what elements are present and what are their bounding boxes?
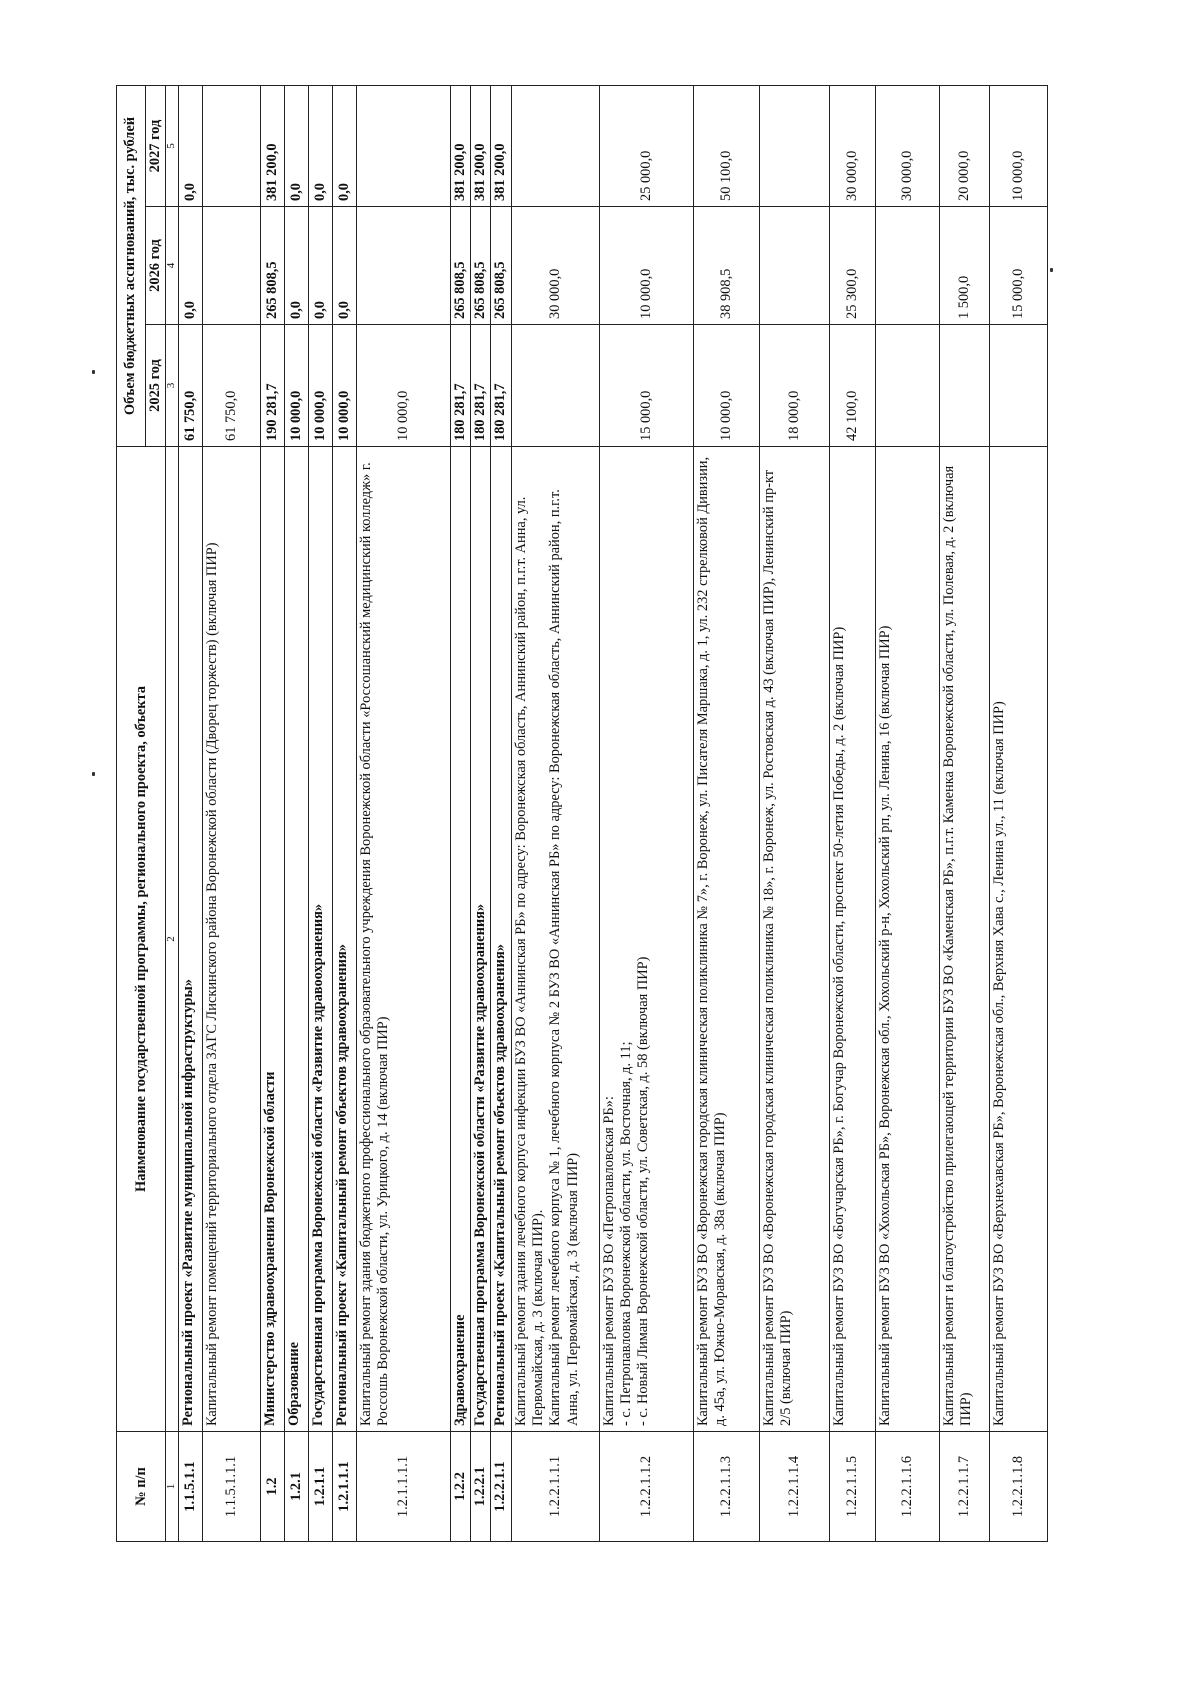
value-y2025: 18 000,0 (759, 325, 829, 447)
table-row (332, 86, 356, 1542)
row-name-line: Региональный проект «Развитие муниципальной инфраструктуры» (179, 979, 196, 1426)
value-y2026: 38 908,5 (693, 207, 759, 325)
table-row (471, 86, 491, 1542)
value-y2026: 265 808,5 (471, 207, 491, 325)
year-2025-header: 2025 год (146, 325, 166, 447)
row-number: 1.2 (260, 1432, 284, 1542)
row-name (759, 447, 829, 1432)
row-name (491, 447, 511, 1432)
value-y2026: 0,0 (308, 207, 332, 325)
value-y2027: 381 200,0 (260, 86, 284, 207)
table-row (599, 86, 693, 1542)
row-name (284, 447, 308, 1432)
row-name-line: Капитальный ремонт и благоустройство прилегающей территории БУЗ ВО «Каменская РБ», п.г.т. Каменка Воронежской области, ул. Полевая, д. 2 (включая ПИР) (940, 465, 974, 1426)
value-y2026: 265 808,5 (491, 207, 511, 325)
row-name (693, 447, 759, 1432)
row-name-line: Капитальный ремонт БУЗ ВО «Воронежская городская клиническая поликлиника № 7», г. Воронеж, ул. Писателя Маршака, д. 1, ул. 232 стрелковой Дивизии, д. 45а, ул. Южно-Моравская, д. 38а (включая ПИР) (694, 456, 728, 1426)
rotated-page (116, 86, 1116, 1542)
value-y2026: 25 300,0 (829, 207, 875, 325)
scan-speck (92, 772, 95, 776)
table-row (939, 86, 989, 1542)
row-name (202, 447, 260, 1432)
row-number: 1.2.1.1 (308, 1432, 332, 1542)
row-name (178, 447, 202, 1432)
row-number: 1.2.1 (284, 1432, 308, 1542)
row-number: 1.1.5.1.1 (178, 1432, 202, 1542)
row-number: 1.2.2.1.1.1 (511, 1432, 599, 1542)
table-row (989, 86, 1047, 1542)
value-y2027 (202, 86, 260, 207)
value-y2027: 381 200,0 (450, 86, 470, 207)
row-name (511, 447, 599, 1432)
row-name-line: - с. Петропавловка Воронежской области, ул. Восточная, д. 11; (617, 1041, 634, 1426)
table-row (693, 86, 759, 1542)
row-number: 1.2.2.1.1.4 (759, 1432, 829, 1542)
row-name-line: Капитальный ремонт здания лечебного корпуса инфекции БУЗ ВО «Аннинская РБ» по адресу: Воронежская область, Аннинский район, п.г.т. Анна, ул. Первомайская, д. 3 (включая ПИР). (512, 496, 546, 1426)
value-y2026: 0,0 (178, 207, 202, 325)
table-row (511, 86, 599, 1542)
row-name (599, 447, 693, 1432)
value-y2025: 180 281,7 (471, 325, 491, 447)
col-num-header: № п/п (117, 1432, 166, 1542)
value-y2026 (759, 207, 829, 325)
row-number: 1.2.2.1.1.8 (989, 1432, 1047, 1542)
value-y2027: 30 000,0 (829, 86, 875, 207)
col-budget-header: Объем бюджетных ассигнований, тыс. рублей (117, 86, 146, 447)
table-row (450, 86, 470, 1542)
value-y2027: 0,0 (284, 86, 308, 207)
year-2027-header: 2027 год (146, 86, 166, 207)
value-y2026 (875, 207, 939, 325)
table-row (308, 86, 332, 1542)
value-y2026: 265 808,5 (450, 207, 470, 325)
value-y2027: 20 000,0 (939, 86, 989, 207)
value-y2027: 30 000,0 (875, 86, 939, 207)
row-number: 1.2.2.1.1.2 (599, 1432, 693, 1542)
colnum-3: 3 (166, 325, 179, 447)
value-y2025: 10 000,0 (284, 325, 308, 447)
value-y2025: 180 281,7 (450, 325, 470, 447)
row-name (829, 447, 875, 1432)
scan-speck (92, 370, 95, 374)
row-name-line: Капитальный ремонт здания бюджетного профессионального образовательного учреждения Воронежской области «Россошанский медицинский колледж» г. Россошь Воронежской области, ул. Урицкого, д. 14 (включая ПИР) (357, 462, 392, 1426)
row-name-line: Образование (285, 1341, 302, 1426)
value-y2025: 10 000,0 (356, 325, 450, 447)
value-y2026 (202, 207, 260, 325)
row-name (450, 447, 470, 1432)
row-name-line: Министерство здравоохранения Воронежской области (261, 1071, 278, 1426)
row-name (260, 447, 284, 1432)
row-number: 1.2.2.1.1 (491, 1432, 511, 1542)
value-y2026: 265 808,5 (260, 207, 284, 325)
value-y2025 (511, 325, 599, 447)
table-row (875, 86, 939, 1542)
table-row (356, 86, 450, 1542)
row-name-line: Государственная программа Воронежской области «Развитие здравоохранения» (472, 903, 489, 1426)
row-name-line: Капитальный ремонт лечебного корпуса № 1, лечебного корпуса № 2 БУЗ ВО «Аннинская РБ» по адресу: Воронежская область, Аннинский район, п.г.т. Анна, ул. Первомайская, д. 3 (включая ПИР) (547, 489, 581, 1426)
value-y2027: 0,0 (308, 86, 332, 207)
row-number: 1.2.1.1.1.1 (356, 1432, 450, 1542)
value-y2026: 10 000,0 (599, 207, 693, 325)
value-y2027 (511, 86, 599, 207)
table-row (178, 86, 202, 1542)
colnum-4: 4 (166, 207, 179, 325)
table-row (829, 86, 875, 1542)
row-number: 1.2.2.1.1.5 (829, 1432, 875, 1542)
value-y2027: 381 200,0 (491, 86, 511, 207)
row-name (989, 447, 1047, 1432)
value-y2025: 10 000,0 (332, 325, 356, 447)
row-name-line: Капитальный ремонт БУЗ ВО «Хохольская РБ», Воронежская обл., Хохольский р-н, Хохольский рп, ул. Ленина, 16 (включая ПИР) (876, 625, 893, 1426)
value-y2025: 10 000,0 (308, 325, 332, 447)
row-name (875, 447, 939, 1432)
row-name-line: Капитальный ремонт БУЗ ВО «Верхнехавская РБ», Воронежская обл., Верхняя Хава с., Ленина ул., 11 (включая ПИР) (990, 701, 1007, 1426)
row-name-line: Капитальный ремонт БУЗ ВО «Богучарская РБ», г. Богучар Воронежской области, проспект 50-летия Победы, д. 2 (включая ПИР) (830, 626, 847, 1426)
row-name-line: Региональный проект «Капитальный ремонт объектов здравоохранения» (492, 944, 509, 1426)
row-name (939, 447, 989, 1432)
value-y2026: 1 500,0 (939, 207, 989, 325)
value-y2027: 50 100,0 (693, 86, 759, 207)
row-name (332, 447, 356, 1432)
value-y2027: 10 000,0 (989, 86, 1047, 207)
row-number: 1.2.2.1 (471, 1432, 491, 1542)
row-name-line: Государственная программа Воронежской области «Развитие здравоохранения» (309, 903, 326, 1426)
table-row (491, 86, 511, 1542)
value-y2027: 0,0 (332, 86, 356, 207)
row-number: 1.2.2.1.1.7 (939, 1432, 989, 1542)
value-y2026: 0,0 (284, 207, 308, 325)
table-row (202, 86, 260, 1542)
row-name-line: - с. Новый Лиман Воронежской области, ул. Советская, д. 58 (включая ПИР) (635, 956, 652, 1426)
value-y2026: 30 000,0 (511, 207, 599, 325)
value-y2025: 42 100,0 (829, 325, 875, 447)
value-y2025: 61 750,0 (178, 325, 202, 447)
budget-table (116, 85, 1048, 1542)
value-y2027: 381 200,0 (471, 86, 491, 207)
table-body (178, 86, 1047, 1542)
value-y2025: 61 750,0 (202, 325, 260, 447)
row-name-line: Капитальный ремонт БУЗ ВО «Петропавловская РБ»: (600, 1096, 617, 1426)
value-y2025: 10 000,0 (693, 325, 759, 447)
value-y2025 (989, 325, 1047, 447)
row-name-line: Капитальный ремонт помещений территориального отдела ЗАГС Лискинского района Воронежской области (Дворец торжеств) (включая ПИР) (203, 542, 220, 1426)
row-name (308, 447, 332, 1432)
year-2026-header: 2026 год (146, 207, 166, 325)
row-number: 1.2.1.1.1 (332, 1432, 356, 1542)
row-number: 1.2.2.1.1.3 (693, 1432, 759, 1542)
row-name-line: Региональный проект «Капитальный ремонт объектов здравоохранения» (333, 944, 350, 1426)
row-name (356, 447, 450, 1432)
value-y2027 (759, 86, 829, 207)
colnum-2: 2 (166, 447, 179, 1432)
colnum-1: 1 (166, 1432, 179, 1542)
row-name (471, 447, 491, 1432)
value-y2027 (356, 86, 450, 207)
value-y2026: 0,0 (332, 207, 356, 325)
row-name-line: Капитальный ремонт БУЗ ВО «Воронежская городская клиническая поликлиника № 18», г. Воронеж, ул. Ростовская д. 43 (включая ПИР), Ленинский пр-кт 2/5 (включая ПИР) (760, 469, 794, 1426)
row-number: 1.2.2.1.1.6 (875, 1432, 939, 1542)
col-name-header: Наименование государственной программы, регионального проекта, объекта (117, 447, 166, 1432)
row-number: 1.2.2 (450, 1432, 470, 1542)
table-row (284, 86, 308, 1542)
colnum-5: 5 (166, 86, 179, 207)
value-y2026 (356, 207, 450, 325)
row-name-line: Здравоохранение (451, 1314, 468, 1426)
value-y2025 (875, 325, 939, 447)
row-number: 1.1.5.1.1.1 (202, 1432, 260, 1542)
value-y2027: 25 000,0 (599, 86, 693, 207)
value-y2025: 15 000,0 (599, 325, 693, 447)
table-row (759, 86, 829, 1542)
value-y2025 (939, 325, 989, 447)
value-y2025: 180 281,7 (491, 325, 511, 447)
value-y2026: 15 000,0 (989, 207, 1047, 325)
table-row (260, 86, 284, 1542)
value-y2025: 190 281,7 (260, 325, 284, 447)
value-y2027: 0,0 (178, 86, 202, 207)
